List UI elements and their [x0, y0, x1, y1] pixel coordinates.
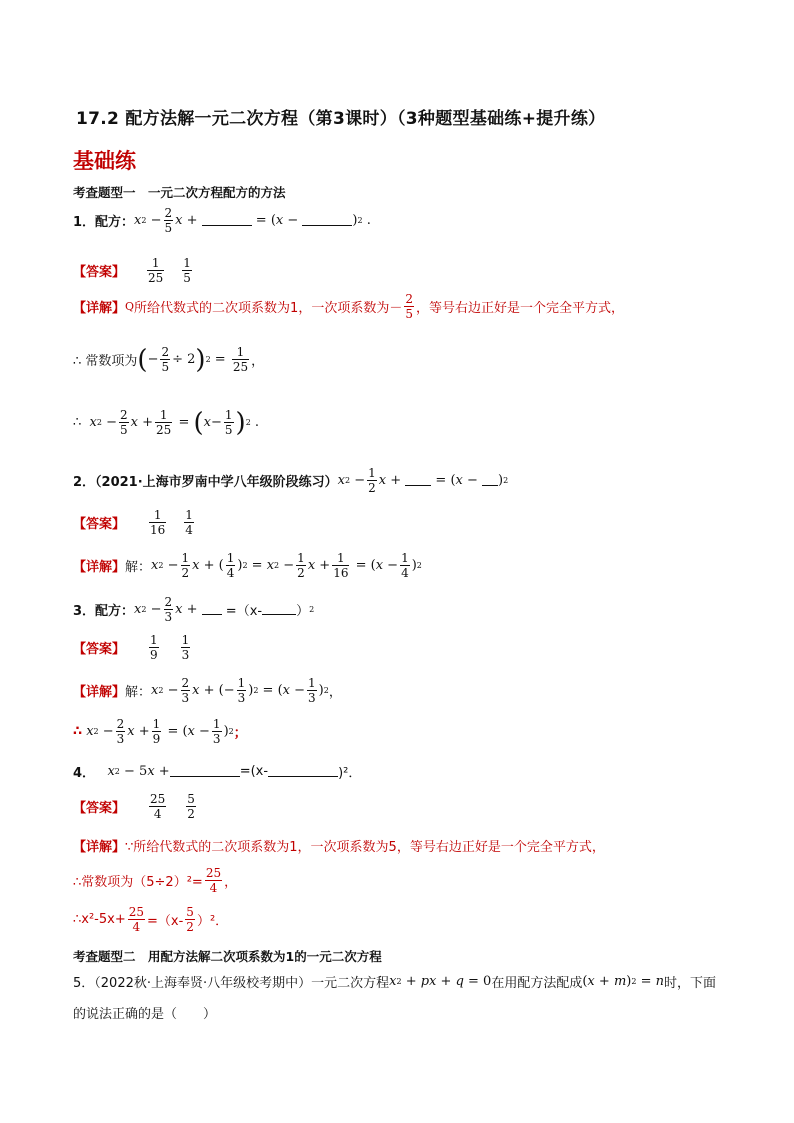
- question-3-number: 3．配方：: [73, 604, 135, 619]
- answer-blank: [302, 215, 352, 226]
- answer-blank: [170, 766, 240, 777]
- question-4-answer: 【答案】 $\frac{25}{4}$ $\frac{5}{2}$: [73, 792, 195, 821]
- answer-label: 【答案】: [73, 801, 126, 816]
- answer-blank: [262, 604, 296, 615]
- answer-blank: [202, 604, 222, 615]
- answer-blank: [202, 215, 252, 226]
- question-5: 5．（2022秋·上海奉贤·八年级校考期中）一元二次方程 x 2 + px + q = 0 在用配方法配成 ( x + m ) 2 = n 时，下面: [73, 974, 716, 991]
- question-3: 3．配方： x 2 − $\frac{2}{3}$ x + =（x- ） 2: [73, 595, 315, 624]
- answer-blank: [482, 475, 498, 486]
- question-4-constant: ∴常数项为（5÷2）²= $\frac{25}{4}$ ，: [73, 866, 238, 895]
- question-1-number: 1．配方：: [73, 215, 135, 230]
- question-2-answer: 【答案】 $\frac{1}{16}$ $\frac{1}{4}$: [73, 508, 193, 537]
- question-1: 1．配方： x 2 − $\frac{2}{5}$ x + = ( x − ) 2 .: [73, 206, 371, 235]
- question-2-detail: 【详解】 解： x 2 − $\frac{1}{2}$ x + ( $\frac{1}{4}$ ) 2 = x 2 − $\frac{1}{2}$ x + $\frac{1}{16}$ = ( x − $\frac{1}{4}$ ) 2: [73, 551, 422, 580]
- question-2-number: 2．（2021·上海市罗南中学八年级阶段练习）: [73, 475, 338, 490]
- question-3-detail: 【详解】 解： x 2 − $\frac{2}{3}$ x + (− $\frac{1}{3}$ ) 2 = ( x − $\frac{1}{3}$ ) 2 ，: [73, 676, 342, 705]
- section-heading: 基础练: [73, 148, 136, 173]
- question-4-detail: 【详解】 ∵所给代数式的二次项系数为1，一次项系数为5，等号右边正好是一个完全平方式，: [73, 836, 605, 855]
- question-1-answer: 【答案】 $\frac{1}{25}$ $\frac{1}{5}$: [73, 256, 191, 285]
- question-2: 2．（2021·上海市罗南中学八年级阶段练习） x 2 − $\frac{1}{2}$ x + = ( x − ) 2: [73, 466, 509, 495]
- question-1-constant: ∴ 常数项为 ( − $\frac{2}{5}$ ÷ 2 ) 2 = $\frac{1}{25}$ ，: [73, 344, 265, 375]
- question-3-answer: 【答案】 $\frac{1}{9}$ $\frac{1}{3}$: [73, 633, 190, 662]
- answer-blank: [405, 475, 431, 486]
- question-1-detail: 【详解】 Q 所给代数式的二次项系数为1，一次项系数为－ $\frac{2}{5}$ ，等号右边正好是一个完全平方式，: [73, 292, 624, 321]
- answer-label: 【答案】: [73, 265, 126, 280]
- answer-label: 【答案】: [73, 642, 126, 657]
- page-title: 17.2 配方法解一元二次方程（第3课时）（3种题型基础练+提升练）: [76, 109, 606, 129]
- question-type-1-heading: 考查题型一 一元二次方程配方的方法: [73, 185, 286, 200]
- answer-blank: [268, 766, 338, 777]
- question-3-result: ∴ x 2 − $\frac{2}{3}$ x + $\frac{1}{9}$ = ( x − $\frac{1}{3}$ ) 2 ；: [73, 717, 247, 746]
- answer-label: 【答案】: [73, 517, 126, 532]
- question-5-line-2: 的说法正确的是（ ）: [73, 1007, 217, 1022]
- detail-label: 【详解】: [73, 560, 126, 575]
- question-type-2-heading: 考查题型二 用配方法解二次项系数为1的一元二次方程: [73, 949, 382, 964]
- detail-label: 【详解】: [73, 301, 126, 316]
- detail-label: 【详解】: [73, 840, 126, 855]
- question-1-result: ∴ x 2 − $\frac{2}{5}$ x + $\frac{1}{25}$ = ( x − $\frac{1}{5}$ ) 2 .: [73, 407, 260, 438]
- question-4-number: 4．: [73, 766, 96, 781]
- question-4: 4． x 2 − 5 x + =(x- )²．: [73, 764, 362, 781]
- question-4-result: ∴x²-5x+ $\frac{25}{4}$ =（x- $\frac{5}{2}$ ）² ．: [73, 905, 229, 934]
- detail-label: 【详解】: [73, 685, 126, 700]
